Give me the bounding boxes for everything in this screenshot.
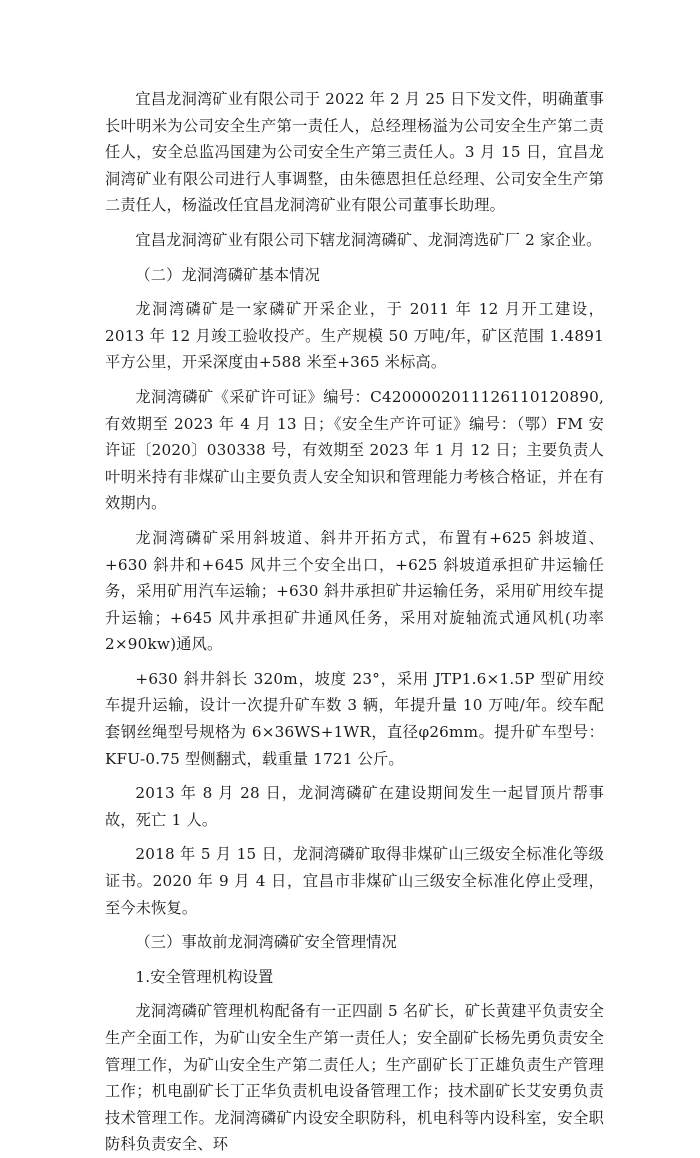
paragraph-development-method: 龙洞湾磷矿采用斜坡道、斜井开拓方式，布置有+625 斜坡道、+630 斜井和+645 风井三个安全出口，+625 斜坡道承担矿井运输任务，采用矿用汽车运输；+630 斜井承担矿井运输任务，采用矿用绞车提升运输；+645 风井承担矿井通风任务，采用对旋轴流式通风机(功率 2×90kw)通风。: [105, 528, 604, 654]
paragraph-subsidiaries: 宜昌龙洞湾矿业有限公司下辖龙洞湾磷矿、龙洞湾选矿厂 2 家企业。: [135, 230, 602, 249]
paragraph-mine-overview: 龙洞湾磷矿是一家磷矿开采企业，于 2011 年 12 月开工建设，2013 年 12 月竣工验收投产。生产规模 50 万吨/年，矿区范围 1.4891 平方公里，开采深度由+588 米至+365 米标高。: [105, 300, 604, 372]
paragraph-licenses: 龙洞湾磷矿《采矿许可证》编号：C4200002011126110120890,有效期至 2023 年 4 月 13 日；《安全生产许可证》编号：（鄂）FM 安许证〔2020〕030338 号，有效期至 2023 年 1 月 12 日；主要负责人叶明米持有非煤矿山主要负责人安全知识和管理能力考核合格证，并在有效期内。: [105, 387, 604, 513]
paragraph-2013-accident: 2013 年 8 月 28 日，龙洞湾磷矿在建设期间发生一起冒顶片帮事故，死亡 1 人。: [105, 784, 604, 829]
section-heading-basic-info: （二）龙洞湾磷矿基本情况: [135, 265, 321, 284]
paragraph-standardization: 2018 年 5 月 15 日，龙洞湾磷矿取得非煤矿山三级安全标准化等级证书。2020 年 9 月 4 日，宜昌市非煤矿山三级安全标准化停止受理，至今未恢复。: [105, 845, 604, 917]
paragraph-management-structure: 龙洞湾磷矿管理机构配备有一正四副 5 名矿长，矿长黄建平负责安全生产全面工作，为矿山安全生产第一责任人；安全副矿长杨先勇负责安全管理工作，为矿山安全生产第二责任人；生产副矿长丁正雄负责生产管理工作；机电副矿长丁正华负责机电设备管理工作；技术副矿长艾安勇负责技术管理工作。龙洞湾磷矿内设安全职防科，机电科等内设科室，安全职防科负责安全、环: [105, 1002, 604, 1154]
subsection-heading-organization: 1.安全管理机构设置: [135, 967, 274, 986]
section-heading-safety-management: （三）事故前龙洞湾磷矿安全管理情况: [135, 933, 397, 952]
paragraph-responsibility: 宜昌龙洞湾矿业有限公司于 2022 年 2 月 25 日下发文件，明确董事长叶明米为公司安全生产第一责任人，总经理杨溢为公司安全生产第二责任人，安全总监冯国建为公司安全生产第三责任人。3 月 15 日，宜昌龙洞湾矿业有限公司进行人事调整，由朱德恩担任总经理、公司安全生产第二责任人，杨溢改任宜昌龙洞湾矿业有限公司董事长助理。: [105, 90, 604, 215]
paragraph-inclined-shaft: +630 斜井斜长 320m，坡度 23°，采用 JTP1.6×1.5P 型矿用绞车提升运输，设计一次提升矿车数 3 辆，年提升量 10 万吨/年。绞车配套钢丝绳型号规格为 6×36WS+1WR，直径φ26mm。提升矿车型号：KFU-0.75 型侧翻式，载重量 1721 公斤。: [105, 669, 604, 768]
